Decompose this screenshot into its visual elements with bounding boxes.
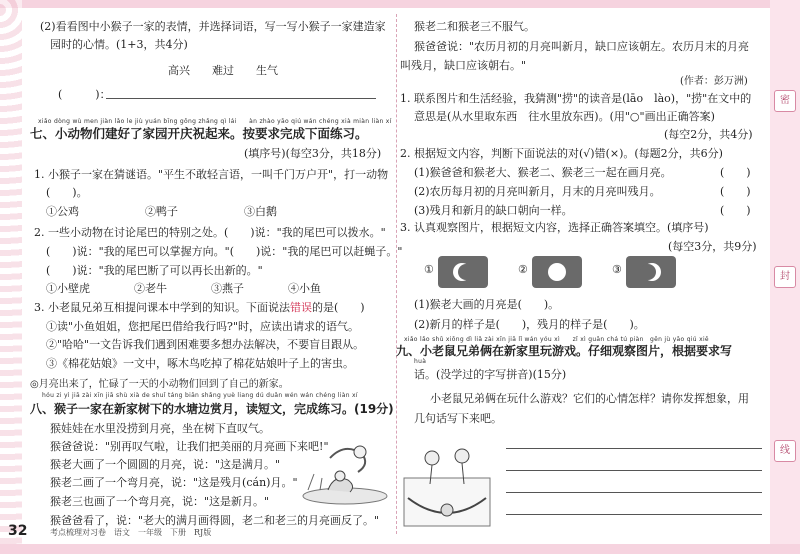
- q3-text-a: 3. 小老鼠兄弟互相提问课本中学到的知识。下面说法: [34, 301, 290, 314]
- side-tab-1: 密: [774, 90, 796, 112]
- writing-line-3[interactable]: [506, 492, 762, 493]
- r-q2-c: (3)残月和新月的缺口朝向一样。: [414, 204, 573, 217]
- moon-line: ◎月亮出来了，忙碌了一天的小动物们回到了自己的新家。: [30, 379, 289, 390]
- r-q3-a: (1)猴老大画的月亮是( )。: [414, 298, 560, 311]
- bottom-border: [0, 544, 800, 554]
- q-2-line2: 园时的心情。(1+3，共4分): [50, 38, 188, 51]
- q-2-line1: (2)看看图中小猴子一家的表情，并选择词语，写一写小猴子一家建造家: [40, 20, 386, 33]
- sec7-title: 七、小动物们建好了家园开庆祝起来。按要求完成下面练习。: [30, 126, 368, 141]
- r-q2-b-paren[interactable]: ( ): [720, 185, 751, 198]
- r-q2-a-paren[interactable]: ( ): [720, 166, 751, 179]
- mice-playing-illustration: [402, 438, 492, 530]
- q2-options: ①小壁虎 ②老牛 ③燕子 ④小鱼: [46, 282, 321, 295]
- passage-6: 猴爸爸看了，说："老大的满月画得圆，老二和老三的月亮画反了。": [50, 514, 380, 527]
- r-q2-b: (2)农历每月初的月亮叫新月，月末的月亮叫残月。: [414, 185, 661, 198]
- author: (作者：彭万洲): [680, 76, 748, 87]
- passage-2: 猴爸爸说："别再叹气啦，让我们把美丽的月亮画下来吧!": [50, 440, 329, 453]
- footer-text: 考点梳理对习卷 语文 一年级 下册 RJ版: [50, 528, 212, 537]
- sec9-title: 九、小老鼠兄弟俩在新家里玩游戏。仔细观察图片，根据要求写: [396, 344, 733, 358]
- crescent-right-icon: [626, 256, 676, 288]
- moon-label-1: ①: [424, 263, 434, 276]
- top-border: [0, 0, 800, 8]
- sec8-title: 八、猴子一家在新家树下的水塘边赏月，读短文，完成练习。(19分): [30, 402, 394, 416]
- moon-label-2: ②: [518, 263, 528, 276]
- writing-line-4[interactable]: [506, 514, 762, 515]
- sec9-title-2: 话。(没学过的字写拼音)(15分): [414, 368, 567, 381]
- passage-r3: 叫残月，缺口应该朝右。": [400, 59, 527, 72]
- crescent-left-icon: [438, 256, 488, 288]
- q1-text: 1. 小猴子一家在猜谜语。"平生不敢轻言语，一叫千门万户开"，打一动物: [34, 168, 389, 181]
- r-q1-text-b: 意思是(从水里取东西 往水里放东西)。(用"○"画出正确答案): [414, 110, 715, 123]
- full-moon-icon: [532, 256, 582, 288]
- q3-option-2: ②"哈哈"一文告诉我们遇到困难要多想办法解决，不要盲目跟从。: [46, 338, 365, 351]
- side-tab-3: 线: [774, 440, 796, 462]
- moon-label-3: ③: [612, 263, 622, 276]
- passage-5: 猴老三也画了一个弯月亮，说："这是新月。": [50, 495, 270, 508]
- moon-option-1[interactable]: [424, 256, 488, 288]
- q2-text-c: ( )说："我的尾巴断了可以再长出新的。": [46, 264, 263, 277]
- moon-option-2[interactable]: [518, 256, 582, 288]
- q1-blank: ( )。: [46, 186, 88, 199]
- r-q1-score: (每空2分，共4分): [664, 128, 753, 141]
- word-choices: 高兴 难过 生气: [168, 64, 278, 77]
- passage-r2: 猴爸爸说："农历月初的月亮叫新月，缺口应该朝左。农历月末的月亮: [414, 40, 750, 53]
- sec7-pinyin: xiǎo dòng wù men jiàn lǎo le jiù yuán bīng gōng zhǎng qì lái àn zhào yāo qiú wán chéng xià miàn liàn xí: [38, 118, 392, 125]
- column-divider: [396, 14, 398, 534]
- r-q1-text: 1. 联系图片和生活经验，我猜测"捞"的读音是(lāo lào)，"捞"在文中的: [400, 92, 752, 105]
- r-q2-c-paren[interactable]: ( ): [720, 204, 751, 217]
- sec7-score: (填序号)(每空3分，共18分): [244, 147, 382, 160]
- r-q2-a: (1)猴爸爸和猴老大、猴老二、猴老三一起在画月亮。: [414, 166, 672, 179]
- passage-4: 猴老二画了一个弯月亮，说："这是残月(cán)月。": [50, 476, 298, 489]
- q3-option-1: ①读"小鱼姐姐，您把尾巴借给我行吗?"时，应读出请求的语气。: [46, 320, 360, 333]
- side-tab-2: 封: [774, 266, 796, 288]
- writing-line-1[interactable]: [506, 448, 762, 449]
- monkey-pond-illustration: [300, 440, 390, 508]
- q2-text: 2. 一些小动物在讨论尾巴的特别之处。( )说："我的尾巴可以拨水。": [34, 226, 386, 239]
- passage-3: 猴老大画了一个圆圆的月亮，说："这是满月。": [50, 458, 281, 471]
- q3-error-word: 错误: [290, 301, 312, 314]
- passage-r1: 猴老二和猴老三不服气。: [414, 20, 535, 33]
- answer-prefix: ( )：: [58, 88, 111, 101]
- sec8-pinyin: hóu zi yì jiā zài xīn jiā shù xià de shuǐ táng biān shǎng yuè liang dú duǎn wén wán chéng liàn xí: [42, 392, 358, 399]
- q1-options: ①公鸡 ②鸭子 ③白鹅: [46, 205, 277, 218]
- sec9-pinyin: xiǎo lǎo shǔ xiōng dì liǎ zài xīn jiā lǐ wán yóu xì zǐ xì guān chá tú piàn gēn jù yāo qiú xiě: [404, 336, 709, 343]
- q3-text: [34, 299, 365, 315]
- q3-text-c: 的是( ): [312, 301, 365, 314]
- writing-prompt-2: 几句话写下来吧。: [414, 412, 502, 425]
- r-q3-score: (每空3分，共9分): [668, 240, 757, 253]
- q2-text-b: ( )说："我的尾巴可以掌握方向。"( )说："我的尾巴可以赶蝇子。": [46, 245, 403, 258]
- writing-prompt-1: 小老鼠兄弟俩在玩什么游戏？它们的心情怎样？请你发挥想象，用: [430, 392, 749, 405]
- left-border: [0, 0, 22, 554]
- sec9-hua-pinyin: huà: [414, 358, 427, 365]
- moon-option-3[interactable]: [612, 256, 676, 288]
- r-q3-text: 3. 认真观察图片，根据短文内容，选择正确答案填空。(填序号): [400, 221, 709, 234]
- page-number: 32: [8, 523, 28, 539]
- answer-line[interactable]: [106, 98, 376, 99]
- r-q3-b: (2)新月的样子是( )，残月的样子是( )。: [414, 318, 645, 331]
- q3-option-3: ③《棉花姑娘》一文中，啄木鸟吃掉了棉花姑娘叶子上的害虫。: [46, 357, 354, 370]
- writing-line-2[interactable]: [506, 470, 762, 471]
- passage-1: 猴娃娃在水里没捞到月亮，坐在树下直叹气。: [50, 422, 270, 435]
- r-q2-text: 2. 根据短文内容，判断下面说法的对(√)错(×)。(每题2分，共6分): [400, 147, 723, 160]
